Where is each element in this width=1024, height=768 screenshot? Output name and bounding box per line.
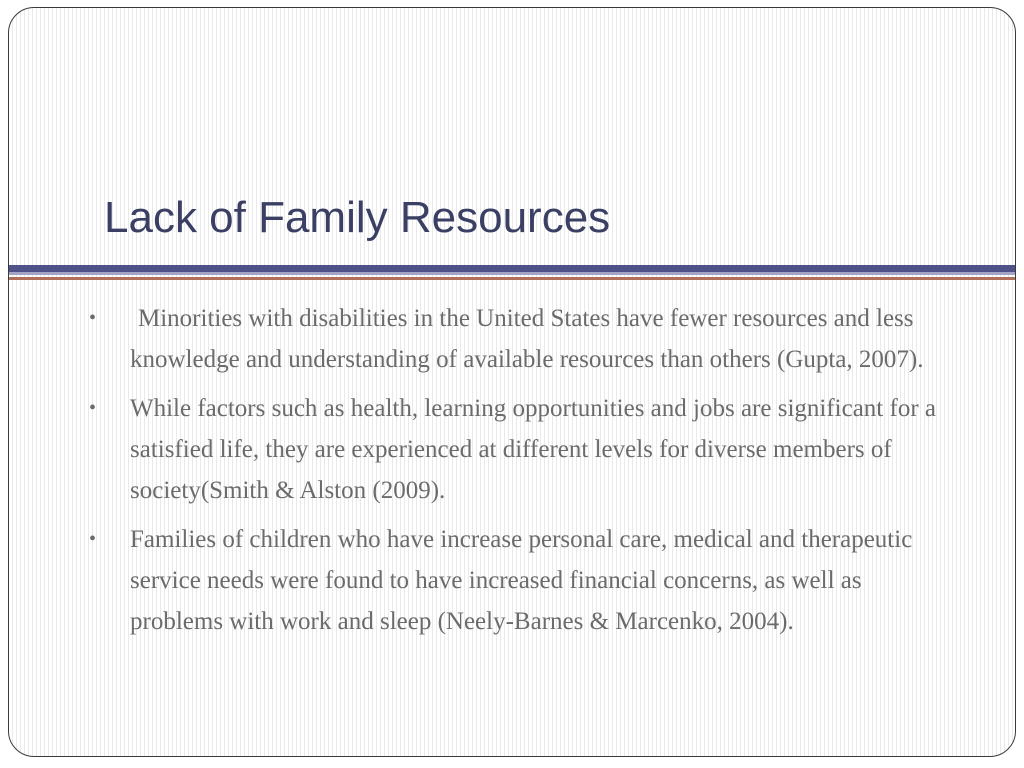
bullet-item <box>9 388 1015 511</box>
bullet-dot-icon: • <box>89 528 97 550</box>
title-rule-accent <box>9 277 1015 280</box>
title-rule-primary <box>9 265 1015 272</box>
bullet-list <box>9 298 1015 650</box>
title-rule-secondary <box>9 272 1015 275</box>
bullet-dot-icon: • <box>89 397 97 419</box>
bullet-text: Families of children who have increase personal care, medical and therapeutic service needs were found to have increased financial concerns, as well as problems with work and sleep (Neely-Barnes & Marcenko, 2004). <box>130 526 913 635</box>
bullet-item <box>9 298 1015 380</box>
slide <box>8 7 1016 757</box>
bullet-text: While factors such as health, learning opportunities and jobs are significant for a satisfied life, they are experienced at different levels for diverse members of society(Smith & Alston (2009). <box>130 395 936 504</box>
bullet-text: Minorities with disabilities in the United States have fewer resources and less knowledge and understanding of available resources than others (Gupta, 2007). <box>130 305 924 373</box>
slide-title: Lack of Family Resources <box>104 193 611 242</box>
bullet-item <box>9 519 1015 642</box>
bullet-dot-icon: • <box>89 307 97 329</box>
